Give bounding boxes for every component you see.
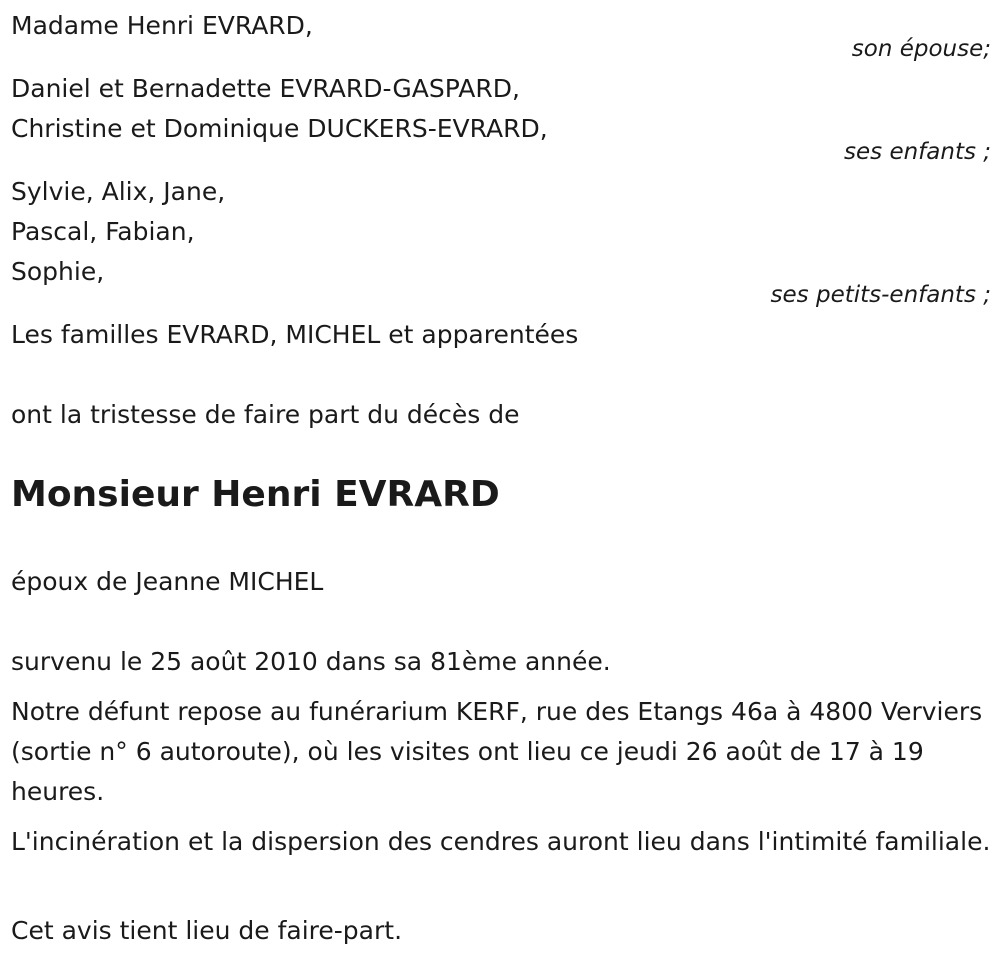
repose-paragraph: Notre défunt repose au funérarium KERF, rue des Etangs 46a à 4800 Verviers (sortie n° 6 autoroute), où les visites ont lieu ce jeudi 26 août de 17 à 19 heures. <box>11 697 983 806</box>
death-line: survenu le 25 août 2010 dans sa 81ème année. <box>11 647 611 676</box>
cremation-paragraph: L'incinération et la dispersion des cendres auront lieu dans l'intimité familiale. <box>11 827 991 856</box>
grandchild-line-2: Pascal, Fabian, <box>11 217 195 246</box>
announcement-line: ont la tristesse de faire part du décès de <box>11 400 520 429</box>
families-line: Les familles EVRARD, MICHEL et apparentées <box>11 320 579 349</box>
spouse-role: son épouse; <box>851 36 991 62</box>
child-line-2: Christine et Dominique DUCKERS-EVRARD, <box>11 114 548 143</box>
grandchild-line-3: Sophie, <box>11 257 105 286</box>
husband-of-line: époux de Jeanne MICHEL <box>11 567 324 596</box>
spouse-name: Madame Henri EVRARD, <box>11 11 313 40</box>
grandchild-line-1: Sylvie, Alix, Jane, <box>11 177 226 206</box>
notice-line: Cet avis tient lieu de faire-part. <box>11 916 403 945</box>
child-line-1: Daniel et Bernadette EVRARD-GASPARD, <box>11 74 520 103</box>
children-role: ses enfants ; <box>844 139 991 165</box>
deceased-name: Monsieur Henri EVRARD <box>11 474 500 515</box>
grandchildren-role: ses petits-enfants ; <box>770 282 991 308</box>
